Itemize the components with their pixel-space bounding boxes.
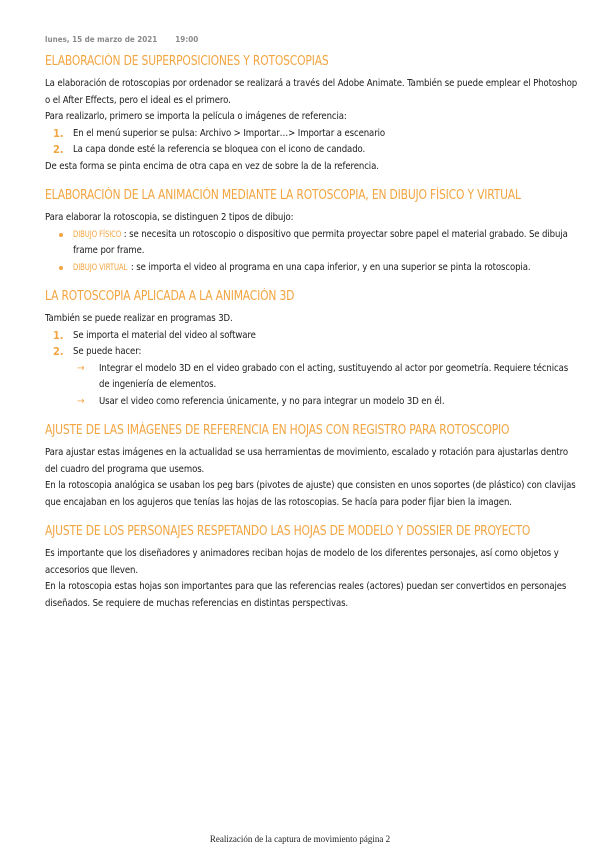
paragraph: En la rotoscopia analógica se usaban los peg bars (pivotes de ajuste) que consisten en unos soportes (de plástico) con clavijas que encajaban en los agujeros que tenías las hojas de las rotoscopias. Se hacía para poder fijar bien la imagen.	[45, 480, 576, 508]
paragraph: La elaboración de rotoscopias por ordenador se realizará a través del Adobe Animate. También se puede emplear el Photoshop o el After Effects, pero el ideal es el primero.	[45, 78, 578, 106]
section-animacion-3d	[45, 287, 580, 410]
section-title	[45, 421, 537, 441]
list-item	[45, 227, 580, 260]
paragraph: Para realizarlo, primero se importa la película o imágenes de referencia:	[45, 111, 347, 122]
section-title-text: AJUSTE DE LAS IMÁGENES DE REFERENCIA EN HOJAS CON REGISTRO PARA ROTOSCOPIO	[45, 423, 510, 438]
section-title-text: AJUSTE DE LOS PERSONAJES RESPETANDO LAS HOJAS DE MODELO Y DOSSIER DE PROYECTO	[45, 524, 531, 539]
term-tag: DIBUJO FÍSICO	[73, 229, 122, 240]
paragraph: De esta forma se pinta encima de otra capa en vez de sobre la de la referencia.	[45, 160, 379, 172]
bullet-list	[45, 227, 580, 277]
list-item-text: : se importa el video al programa en una capa inferior, y en una superior se pinta la rotoscopia.	[130, 261, 531, 273]
list-item	[45, 344, 580, 361]
list-number: 1.	[53, 328, 64, 342]
list-item	[45, 361, 580, 394]
paragraph: Para ajustar estas imágenes en la actualidad se usa herramientas de movimiento, escalado y rotación para ajustarlas dentro del cuadro del programa que usemos.	[45, 447, 569, 475]
list-item-text: Usar el video como referencia únicamente, y no para integrar un modelo 3D en él.	[99, 395, 445, 407]
document-body	[45, 52, 580, 612]
paragraph: También se puede realizar en programas 3D.	[45, 313, 233, 324]
list-number: 2.	[53, 143, 64, 156]
list-item-text: Se importa el material del video al software	[73, 329, 256, 341]
bullet-icon	[59, 266, 63, 270]
paragraph: Es importante que los diseñadores y animadores reciban hojas de modelo de los diferentes personajes, así como objetos y accesorios que lleven.	[45, 548, 559, 576]
section-title	[45, 522, 537, 542]
paragraph: Para elaborar la rotoscopia, se distinguen 2 tipos de dibujo:	[45, 212, 294, 223]
section-title-text: ELABORACIÓN DE LA ANIMACIÓN MEDIANTE LA ROTOSCOPIA, EN DIBUJO FÍSICO Y VIRTUAL	[45, 188, 521, 203]
list-item-text: En el menú superior se pulsa: Archivo > Importar…> Importar a escenario	[73, 127, 386, 139]
time-text: 19:00	[175, 35, 199, 44]
list-item	[45, 394, 580, 411]
section-title	[45, 186, 537, 206]
numbered-list	[45, 328, 580, 361]
date-header	[45, 35, 198, 44]
section-ajuste-imagenes	[45, 421, 580, 511]
numbered-list	[45, 126, 580, 159]
paragraph: En la rotoscopia estas hojas son importantes para que las referencias reales (actores) puedan ser convertidos en personajes diseñados. Se requiere de muchas referencias en distintas perspectivas.	[45, 581, 567, 609]
bullet-icon	[59, 233, 63, 237]
list-item-text: Se puede hacer:	[73, 346, 142, 357]
section-animacion-rotoscopia	[45, 186, 580, 276]
arrow-list	[45, 361, 580, 411]
list-number: 1.	[53, 126, 64, 140]
list-item	[45, 328, 580, 345]
date-text: lunes, 15 de marzo de 2021	[45, 35, 158, 44]
arrow-right-icon: →	[77, 362, 85, 374]
section-title: ELABORACIÓN DE SUPERPOSICIONES Y ROTOSCOPIAS	[45, 54, 329, 69]
list-item	[45, 142, 580, 159]
list-item	[45, 126, 580, 143]
list-item-text: : se necesita un rotoscopio o dispositivo que permita proyectar sobre papel el material grabado. Se dibuja frame por frame.	[73, 228, 568, 256]
arrow-right-icon: →	[77, 395, 85, 407]
list-item-text: Integrar el modelo 3D en el video grabado con el acting, sustituyendo al actor por geometría. Requiere técnicas de ingeniería de elementos.	[99, 362, 569, 390]
section-ajuste-personajes	[45, 522, 580, 612]
section-title	[45, 287, 537, 307]
section-superposiciones	[45, 52, 580, 175]
list-number: 2.	[53, 345, 64, 358]
list-item-text: La capa donde esté la referencia se bloquea con el icono de candado.	[73, 144, 366, 155]
list-item	[45, 260, 580, 277]
section-title-text: LA ROTOSCOPIA APLICADA A LA ANIMACIÓN 3D	[45, 289, 295, 304]
term-tag: DIBUJO VIRTUAL	[73, 262, 128, 273]
page-footer: Realización de la captura de movimiento página 2	[209, 834, 391, 844]
